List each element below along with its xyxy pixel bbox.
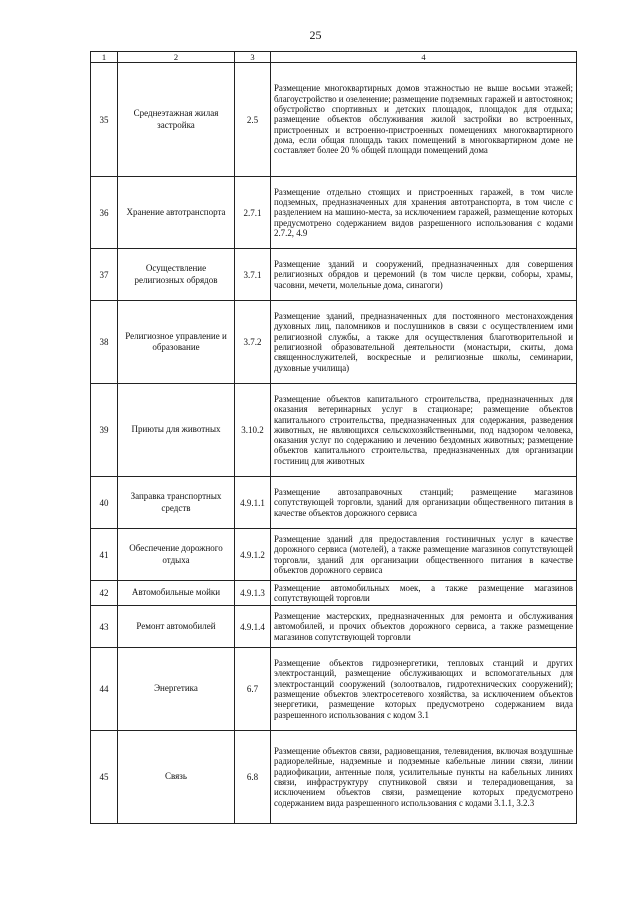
row-number: 45 xyxy=(91,731,118,824)
row-number: 37 xyxy=(91,249,118,301)
use-description: Размещение зданий, предназначенных для постоянного местонахождения духовных лиц, паломников и послушников в связи с осуществлением ими религиозной службы, а также для осуществления благотворительной и религиозной образовательной деятельности (монастыри, скиты, дома священнослужителей, воскресные и религиозные школы, семинарии, духовные училища) xyxy=(271,301,577,384)
table-header-row xyxy=(91,52,577,63)
use-code: 3.7.2 xyxy=(235,301,271,384)
use-name: Энергетика xyxy=(118,648,235,731)
table-row xyxy=(91,529,577,581)
use-code: 3.7.1 xyxy=(235,249,271,301)
table-row xyxy=(91,301,577,384)
use-name: Осуществление религиозных обрядов xyxy=(118,249,235,301)
use-name: Ремонт автомобилей xyxy=(118,606,235,648)
use-name: Обеспечение дорожного отдыха xyxy=(118,529,235,581)
row-number: 35 xyxy=(91,63,118,177)
use-code: 4.9.1.2 xyxy=(235,529,271,581)
use-code: 2.5 xyxy=(235,63,271,177)
row-number: 39 xyxy=(91,384,118,477)
row-number: 38 xyxy=(91,301,118,384)
row-number: 43 xyxy=(91,606,118,648)
table-row xyxy=(91,63,577,177)
use-code: 4.9.1.3 xyxy=(235,581,271,606)
use-description: Размещение объектов капитального строительства, предназначенных для оказания ветеринарных услуг в стационаре; размещение объектов капитального строительства, предназначенных для содержания, разведения животных, не являющихся сельскохозяйственными, под надзором человека, оказания услуг по содержанию и лечению бездомных животных; размещение объектов капитального строительства, предназначенных для организации гостиниц для животных xyxy=(271,384,577,477)
use-name: Автомобильные мойки xyxy=(118,581,235,606)
use-name: Приюты для животных xyxy=(118,384,235,477)
use-code: 3.10.2 xyxy=(235,384,271,477)
header-col-4: 4 xyxy=(271,52,577,63)
use-description: Размещение зданий и сооружений, предназначенных для совершения религиозных обрядов и церемоний (в том числе церкви, соборы, храмы, часовни, мечети, молельные дома, синагоги) xyxy=(271,249,577,301)
use-code: 4.9.1.1 xyxy=(235,477,271,529)
page-number: 25 xyxy=(309,28,322,42)
row-number: 44 xyxy=(91,648,118,731)
table-row xyxy=(91,648,577,731)
table-row xyxy=(91,384,577,477)
use-description: Размещение объектов гидроэнергетики, тепловых станций и других электростанций, размещение обслуживающих и вспомогательных для электростанций сооружений (золоотвалов, гидротехнических сооружений); размещение объектов электросетевого хозяйства, за исключением объектов энергетики, размещение которых предусмотрено содержанием вида разрешенного использования с кодом 3.1 xyxy=(271,648,577,731)
header-col-3: 3 xyxy=(235,52,271,63)
use-name: Связь xyxy=(118,731,235,824)
table-row xyxy=(91,581,577,606)
header-col-2: 2 xyxy=(118,52,235,63)
row-number: 42 xyxy=(91,581,118,606)
use-description: Размещение объектов связи, радиовещания, телевидения, включая воздушные радиорелейные, надземные и подземные кабельные линии связи, линии радиофикации, антенные поля, усилительные пункты на кабельных линиях связи, инфраструктуру спутниковой связи и телерадиовещания, за исключением объектов связи, размещение которых предусмотрено содержанием вида разрешенного использования с кодами 3.1.1, 3.2.3 xyxy=(271,731,577,824)
use-description: Размещение зданий для предоставления гостиничных услуг в качестве дорожного сервиса (мотелей), а также размещение магазинов сопутствующей торговли, зданий для организации общественного питания в качестве объектов дорожного сервиса xyxy=(271,529,577,581)
use-name: Хранение автотранспорта xyxy=(118,177,235,249)
use-name: Заправка транспортных средств xyxy=(118,477,235,529)
header-col-1: 1 xyxy=(91,52,118,63)
table-row xyxy=(91,731,577,824)
use-description: Размещение многоквартирных домов этажностью не выше восьми этажей; благоустройство и озеленение; размещение подземных гаражей и автостоянок; обустройство спортивных и детских площадок, площадок для отдыха; размещение объектов обслуживания жилой застройки во встроенных, пристроенных и встроенно-пристроенных помещениях многоквартирного дома, если общая площадь таких помещений в многоквартирном доме не составляет более 20 % общей площади помещений дома xyxy=(271,63,577,177)
use-code: 2.7.1 xyxy=(235,177,271,249)
row-number: 36 xyxy=(91,177,118,249)
table-row xyxy=(91,606,577,648)
use-description: Размещение отдельно стоящих и пристроенных гаражей, в том числе подземных, предназначенных для хранения автотранспорта, в том числе с разделением на машино-места, за исключением гаражей, размещение которых предусмотрено содержанием видов разрешенного использования с кодами 2.7.2, 4.9 xyxy=(271,177,577,249)
row-number: 41 xyxy=(91,529,118,581)
use-description: Размещение автозаправочных станций; размещение магазинов сопутствующей торговли, зданий для организации общественного питания в качестве объектов дорожного сервиса xyxy=(271,477,577,529)
use-description: Размещение автомобильных моек, а также размещение магазинов сопутствующей торговли xyxy=(271,581,577,606)
permitted-use-table xyxy=(90,51,577,824)
use-description: Размещение мастерских, предназначенных для ремонта и обслуживания автомобилей, и прочих объектов дорожного сервиса, а также размещение магазинов сопутствующей торговли xyxy=(271,606,577,648)
use-code: 4.9.1.4 xyxy=(235,606,271,648)
row-number: 40 xyxy=(91,477,118,529)
table-row xyxy=(91,249,577,301)
table-row xyxy=(91,477,577,529)
use-code: 6.8 xyxy=(235,731,271,824)
use-name: Религиозное управление и образование xyxy=(118,301,235,384)
use-code: 6.7 xyxy=(235,648,271,731)
table-row xyxy=(91,177,577,249)
use-name: Среднеэтажная жилая застройка xyxy=(118,63,235,177)
